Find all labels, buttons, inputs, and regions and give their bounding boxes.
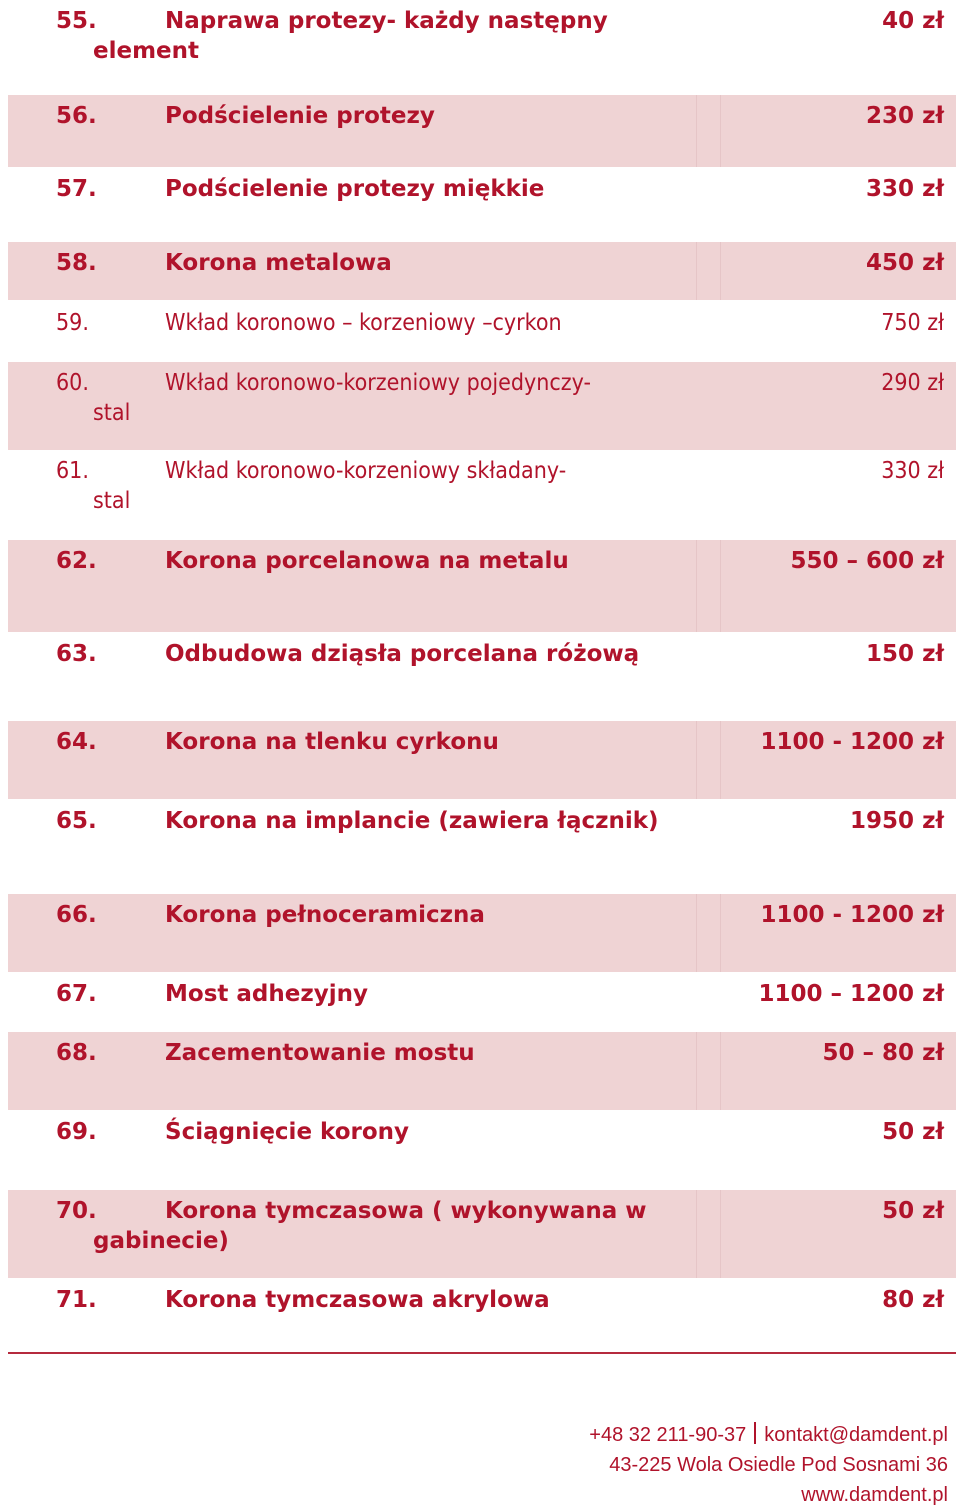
price-row-65 xyxy=(8,800,956,892)
item-number: 64. xyxy=(56,729,97,755)
item-price: 1950 zł xyxy=(850,808,944,834)
item-name: Wkład koronowo – korzeniowy –cyrkon xyxy=(165,310,562,336)
price-row-66 xyxy=(8,894,956,972)
item-price: 330 zł xyxy=(881,458,944,484)
item-name: Podścielenie protezy xyxy=(165,103,435,129)
item-number: 63. xyxy=(56,641,97,667)
item-name: Podścielenie protezy miękkie xyxy=(165,176,545,202)
price-row-61 xyxy=(8,450,956,538)
item-name: Odbudowa dziąsła porcelana różową xyxy=(165,641,640,667)
item-number: 62. xyxy=(56,548,97,574)
item-number: 67. xyxy=(56,981,97,1007)
item-name-continued: element xyxy=(93,38,200,64)
price-row-62 xyxy=(8,540,956,632)
item-price: 330 zł xyxy=(866,176,944,202)
phone-number[interactable]: +48 32 211-90-37 xyxy=(589,1424,747,1446)
item-name: Wkład koronowo-korzeniowy składany- xyxy=(165,458,567,484)
price-row-63 xyxy=(8,633,956,719)
item-name: Wkład koronowo-korzeniowy pojedynczy- xyxy=(165,370,591,396)
item-price: 230 zł xyxy=(866,103,944,129)
item-name: Korona porcelanowa na metalu xyxy=(165,548,569,574)
item-price: 290 zł xyxy=(881,370,944,396)
item-price: 50 zł xyxy=(882,1119,944,1145)
item-price: 40 zł xyxy=(882,8,944,34)
item-number: 71. xyxy=(56,1287,97,1313)
item-price: 150 zł xyxy=(866,641,944,667)
price-row-55 xyxy=(8,0,956,92)
price-row-57 xyxy=(8,168,956,240)
price-row-56 xyxy=(8,95,956,167)
item-price: 1100 - 1200 zł xyxy=(760,902,944,928)
item-price: 450 zł xyxy=(866,250,944,276)
price-row-67 xyxy=(8,973,956,1031)
price-row-60 xyxy=(8,362,956,450)
item-price: 50 – 80 zł xyxy=(822,1040,944,1066)
item-number: 60. xyxy=(56,370,89,396)
price-row-68 xyxy=(8,1032,956,1110)
item-name: Zacementowanie mostu xyxy=(165,1040,475,1066)
price-row-69 xyxy=(8,1111,956,1189)
item-name: Ściągnięcie korony xyxy=(165,1119,410,1145)
item-name-continued: stal xyxy=(93,400,131,426)
item-number: 61. xyxy=(56,458,89,484)
email-link[interactable]: kontakt@damdent.pl xyxy=(764,1424,948,1446)
contact-line xyxy=(589,1420,948,1450)
item-number: 55. xyxy=(56,8,97,34)
separator-bar xyxy=(754,1422,756,1444)
footer-divider xyxy=(8,1352,956,1354)
item-number: 59. xyxy=(56,310,89,336)
item-name: Naprawa protezy- każdy następny xyxy=(165,8,608,34)
item-name: Korona tymczasowa ( wykonywana w xyxy=(165,1198,647,1224)
item-number: 65. xyxy=(56,808,97,834)
item-price: 80 zł xyxy=(882,1287,944,1313)
address: 43-225 Wola Osiedle Pod Sosnami 36 xyxy=(609,1454,948,1476)
price-row-58 xyxy=(8,242,956,300)
price-row-71 xyxy=(8,1279,956,1339)
item-price: 50 zł xyxy=(882,1198,944,1224)
item-number: 68. xyxy=(56,1040,97,1066)
item-price: 1100 - 1200 zł xyxy=(760,729,944,755)
website-line xyxy=(801,1480,948,1510)
price-row-70 xyxy=(8,1190,956,1278)
website-link[interactable]: www.damdent.pl xyxy=(801,1484,948,1506)
item-name: Korona tymczasowa akrylowa xyxy=(165,1287,550,1313)
item-number: 70. xyxy=(56,1198,97,1224)
item-name: Korona pełnoceramiczna xyxy=(165,902,485,928)
item-name: Most adhezyjny xyxy=(165,981,368,1007)
address-line xyxy=(609,1450,948,1480)
item-number: 66. xyxy=(56,902,97,928)
item-number: 57. xyxy=(56,176,97,202)
price-row-64 xyxy=(8,721,956,799)
item-name: Korona na implancie (zawiera łącznik) xyxy=(165,808,659,834)
item-price: 1100 – 1200 zł xyxy=(758,981,944,1007)
item-number: 58. xyxy=(56,250,97,276)
item-name-continued: stal xyxy=(93,488,131,514)
item-number: 56. xyxy=(56,103,97,129)
item-price: 750 zł xyxy=(881,310,944,336)
item-number: 69. xyxy=(56,1119,97,1145)
item-name: Korona na tlenku cyrkonu xyxy=(165,729,499,755)
item-name: Korona metalowa xyxy=(165,250,392,276)
price-row-59 xyxy=(8,302,956,360)
item-price: 550 – 600 zł xyxy=(790,548,944,574)
item-name-continued: gabinecie) xyxy=(93,1228,229,1254)
